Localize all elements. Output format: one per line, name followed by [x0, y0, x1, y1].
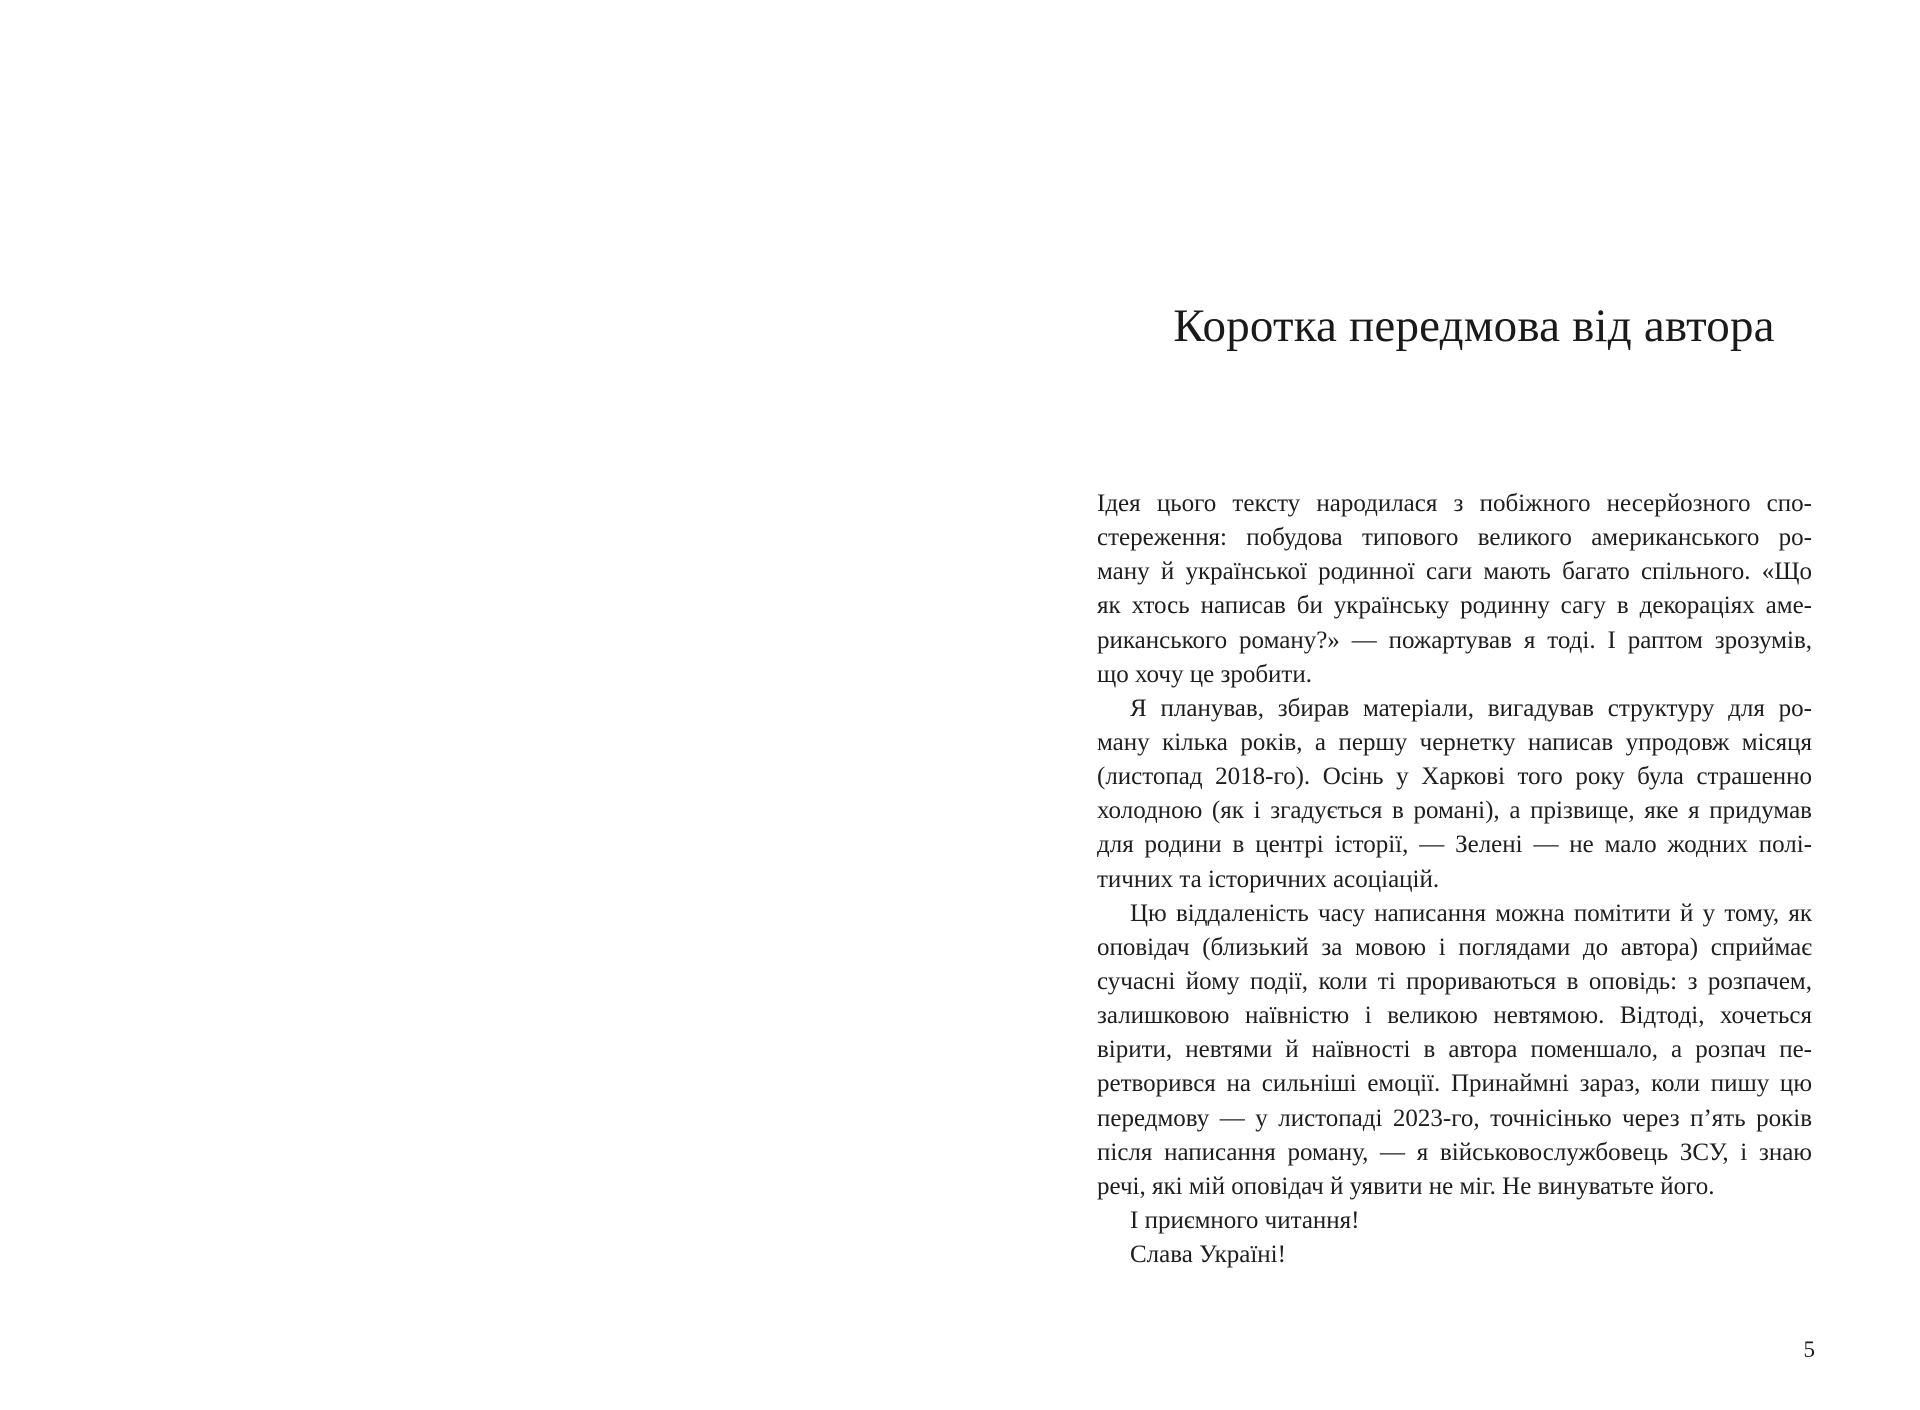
text-line: як хтось написав би українську родинну сагу в декораціях аме- [1097, 592, 1812, 620]
text-line: для родини в центрі історії, — Зелені — не мало жодних полі- [1097, 831, 1812, 859]
text-line: тичних та історичних асоціацій. [1097, 865, 1440, 893]
body-text [1097, 487, 1812, 1272]
paragraph [1097, 1204, 1812, 1238]
text-line: що хочу це зробити. [1097, 660, 1312, 688]
text-line: передмову — у листопаді 2023-го, точнісінько через п’ять років [1097, 1104, 1812, 1132]
paragraph [1097, 1238, 1812, 1272]
text-line: залишковою наївністю і великою невтямою. Відтоді, хочеться [1097, 1002, 1812, 1030]
text-line: сучасні йому події, коли ті прориваються в оповідь: з розпачем, [1097, 967, 1812, 995]
text-line: речі, які мій оповідач й уявити не міг. Не винуватьте його. [1097, 1172, 1715, 1200]
text-line: (листопад 2018-го). Осінь у Харкові того року була страшенно [1097, 763, 1812, 791]
text-line: риканського роману?» — пожартував я тоді. І раптом зрозумів, [1097, 626, 1812, 654]
chapter-title: Коротка передмова від автора [1173, 300, 1775, 352]
paragraph [1097, 487, 1812, 692]
text-line: після написання роману, — я військовослужбовець ЗСУ, і знаю [1097, 1138, 1812, 1166]
text-line: Цю віддаленість часу написання можна помітити й у тому, як [1130, 899, 1812, 927]
text-line: оповідач (близький за мовою і поглядами до автора) сприймає [1097, 933, 1812, 961]
paragraph [1097, 692, 1812, 897]
text-line: І приємного читання! [1130, 1206, 1360, 1234]
text-line: холодною (як і згадується в романі), а прізвище, яке я придумав [1097, 797, 1812, 825]
text-line: стереження: побудова типового великого американського ро- [1097, 524, 1812, 552]
paragraph [1097, 897, 1812, 1204]
text-line: Я планував, збирав матеріали, вигадував структуру для ро- [1130, 694, 1812, 722]
text-line: ретворився на сильніші емоції. Принаймні зараз, коли пишу цю [1097, 1070, 1812, 1098]
text-line: ману кілька років, а першу чернетку написав упродовж місяця [1097, 728, 1812, 756]
text-line: вірити, невтями й наївності в автора поменшало, а розпач пе- [1097, 1036, 1812, 1064]
text-line: ману й української родинної саги мають багато спільного. «Що [1097, 558, 1812, 586]
text-line: Слава Україні! [1130, 1241, 1286, 1269]
page-number: 5 [1803, 1337, 1815, 1362]
text-line: Ідея цього тексту народилася з побіжного несерйозного спо- [1097, 490, 1812, 517]
